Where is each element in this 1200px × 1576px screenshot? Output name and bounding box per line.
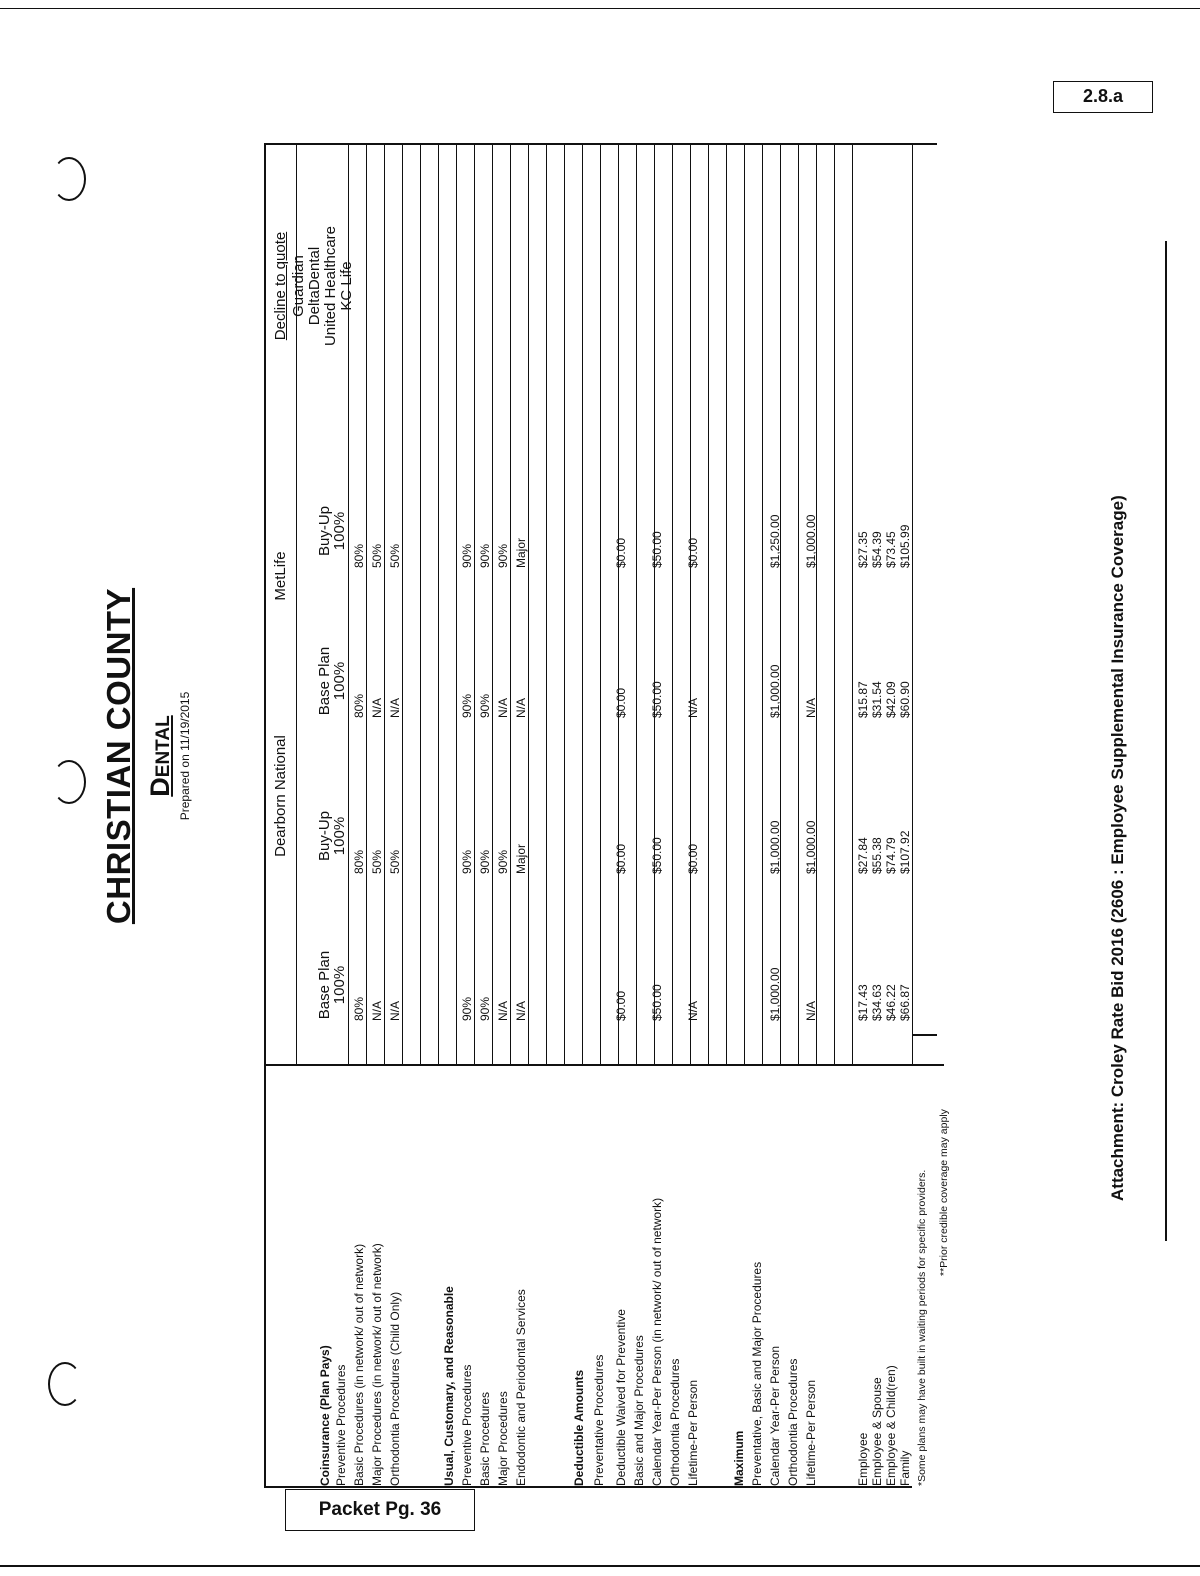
rate-cell: $34.63 — [870, 984, 884, 1021]
rate-cell: $17.43 — [856, 984, 870, 1021]
table-cell: N/A — [514, 697, 528, 718]
plan-value-3: 100% — [331, 661, 348, 701]
plan-header-1: Base Plan — [316, 950, 333, 1020]
section-maximum: Maximum — [732, 1430, 746, 1486]
decline-carrier: DeltaDental — [306, 246, 323, 326]
table-cell: 90% — [460, 693, 474, 718]
table-cell: 90% — [460, 996, 474, 1021]
rate-label: Employee — [856, 1432, 870, 1486]
table-cell: N/A — [804, 1000, 818, 1021]
table-cell: $1,250.00 — [768, 514, 782, 568]
row-label: Calendar Year-Per Person — [768, 1345, 782, 1486]
row-line — [474, 145, 475, 1066]
table-cell: $0.00 — [614, 537, 628, 568]
row-line — [510, 145, 511, 1066]
table-cell: $0.00 — [614, 687, 628, 718]
table-cell: 80% — [352, 543, 366, 568]
row-line — [708, 145, 709, 1066]
table-cell: 80% — [352, 996, 366, 1021]
row-label: Preventive Procedures — [334, 1364, 348, 1486]
rate-cell: $66.87 — [898, 984, 912, 1021]
table-cell: Major — [514, 537, 528, 568]
table-cell: N/A — [686, 1000, 700, 1021]
row-line — [852, 145, 853, 1066]
row-line — [384, 145, 385, 1066]
table-cell: 50% — [370, 543, 384, 568]
table-cell: N/A — [496, 1000, 510, 1021]
page-tag: 2.8.a — [1053, 81, 1153, 113]
table-cell: $0.00 — [614, 843, 628, 874]
rate-cell: $55.38 — [870, 837, 884, 874]
table-cell: $1,000.00 — [768, 820, 782, 874]
rate-cell: $74.79 — [884, 837, 898, 874]
row-label: Lifetime-Per Person — [686, 1379, 700, 1486]
table-cell: $50.00 — [650, 837, 664, 874]
row-line — [798, 145, 799, 1066]
row-line — [366, 145, 367, 1066]
row-line — [564, 145, 565, 1066]
carrier-decline: Decline to quote — [272, 231, 289, 341]
table-cell: $50.00 — [650, 681, 664, 718]
decline-carrier: United Healthcare — [322, 225, 339, 347]
table-cell: $50.00 — [650, 984, 664, 1021]
section-coinsurance: Coinsurance (Plan Pays) — [318, 1345, 332, 1486]
row-line — [834, 145, 835, 1066]
row-label: Preventative Procedures — [592, 1354, 606, 1486]
row-label: Endodontic and Periodontal Services — [514, 1289, 528, 1486]
row-label: Basic Procedures — [478, 1391, 492, 1486]
plan-value-2: 100% — [331, 816, 348, 856]
rate-cell: $54.39 — [870, 531, 884, 568]
table-cell: N/A — [388, 697, 402, 718]
table-cell: N/A — [388, 1000, 402, 1021]
attachment-caption: Attachment: Croley Rate Bid 2016 (2606 : Employee Supplemental Insurance Coverage) — [1108, 495, 1127, 1201]
rate-cell: $107.92 — [898, 830, 912, 874]
row-label: Basic and Major Procedures — [632, 1335, 646, 1486]
row-label: Orthodontia Procedures — [786, 1358, 800, 1486]
table-cell: N/A — [370, 697, 384, 718]
table-cell: $0.00 — [686, 843, 700, 874]
rate-cell: $105.99 — [898, 524, 912, 568]
row-line — [546, 145, 547, 1066]
table-cell: Major — [514, 843, 528, 874]
table-cell: 90% — [478, 543, 492, 568]
rate-label: Employee & Spouse — [870, 1377, 884, 1486]
packet-page-label: Packet Pg. 36 — [285, 1489, 475, 1531]
row-line — [420, 145, 421, 1066]
plan-header-2: Buy-Up — [316, 810, 333, 862]
row-label: Calendar Year-Per Person (in network/ out of network) — [650, 1197, 664, 1486]
table-cell: 90% — [496, 543, 510, 568]
decline-carrier: Guardian — [290, 255, 307, 317]
table-cell: 90% — [478, 693, 492, 718]
table-cell: $50.00 — [650, 531, 664, 568]
row-line — [636, 145, 637, 1066]
row-line — [600, 145, 601, 1066]
rate-cell: $73.45 — [884, 531, 898, 568]
row-line — [744, 145, 745, 1066]
row-line — [456, 145, 457, 1066]
table-cell: 50% — [370, 849, 384, 874]
table-cell: N/A — [804, 697, 818, 718]
rate-cell: $60.90 — [898, 681, 912, 718]
rate-cell: $42.09 — [884, 681, 898, 718]
row-label: Major Procedures (in network/ out of network) — [370, 1243, 384, 1486]
table-cell: $0.00 — [614, 990, 628, 1021]
prepared-date: Prepared on 11/19/2015 — [178, 691, 192, 821]
row-line — [492, 145, 493, 1066]
row-line — [762, 145, 763, 1066]
table-cell: N/A — [370, 1000, 384, 1021]
plan-value-1: 100% — [331, 965, 348, 1005]
row-line — [438, 145, 439, 1066]
row-label: Orthodontia Procedures — [668, 1358, 682, 1486]
table-cell: $1,000.00 — [768, 967, 782, 1021]
rate-cell: $15.87 — [856, 681, 870, 718]
row-label: Deductible Waived for Preventive — [614, 1309, 628, 1486]
table-cell: N/A — [514, 1000, 528, 1021]
footnote: **Prior credible coverage may apply — [938, 1109, 950, 1276]
table-cell: $1,000.00 — [804, 820, 818, 874]
table-left-border — [264, 1487, 912, 1489]
table-bottom-stub — [912, 1035, 937, 1037]
table-cell: 90% — [460, 543, 474, 568]
row-label: Preventative, Basic and Major Procedures — [750, 1261, 764, 1486]
rate-label: Employee & Child(ren) — [884, 1365, 898, 1486]
table-cell: N/A — [686, 697, 700, 718]
table-cell: 90% — [478, 996, 492, 1021]
row-line — [528, 145, 529, 1066]
rate-cell: $27.84 — [856, 837, 870, 874]
row-line — [912, 145, 913, 1066]
attachment-rule — [1165, 241, 1167, 1241]
plan-header-4: Buy-Up — [316, 505, 333, 557]
document-title: CHRISTIAN COUNTY — [100, 587, 137, 925]
row-label: Preventive Procedures — [460, 1364, 474, 1486]
row-line — [402, 145, 403, 1066]
carrier-metlife: MetLife — [272, 551, 289, 601]
row-line — [582, 145, 583, 1066]
table-cell: 50% — [388, 543, 402, 568]
table-cell: 80% — [352, 849, 366, 874]
table-cell: 90% — [496, 849, 510, 874]
decline-carrier: KC Life — [338, 261, 355, 311]
rate-label: Family — [898, 1450, 912, 1486]
table-cell: 50% — [388, 849, 402, 874]
table-cell: N/A — [496, 697, 510, 718]
table-cell: $1,000.00 — [768, 664, 782, 718]
rate-cell: $27.35 — [856, 531, 870, 568]
plan-value-4: 100% — [331, 511, 348, 551]
table-cell: 80% — [352, 693, 366, 718]
row-label: Basic Procedures (in network/ out of network) — [352, 1243, 366, 1486]
rate-cell: $46.22 — [884, 984, 898, 1021]
table-cell: $0.00 — [686, 537, 700, 568]
section-deductible: Deductible Amounts — [572, 1369, 586, 1486]
row-label: Major Procedures — [496, 1391, 510, 1486]
carrier-dearborn: Dearborn National — [272, 735, 289, 857]
row-line — [672, 145, 673, 1066]
section-ucr: Usual, Customary, and Reasonable — [442, 1286, 456, 1486]
rate-cell: $31.54 — [870, 681, 884, 718]
row-label: Orthodontia Procedures (Child Only) — [388, 1291, 402, 1486]
row-line — [726, 145, 727, 1066]
document-subtitle: Dental — [145, 715, 175, 797]
table-cell: 90% — [460, 849, 474, 874]
table-cell: 90% — [478, 849, 492, 874]
row-label: Lifetime-Per Person — [804, 1379, 818, 1486]
table-top-border — [264, 145, 266, 1488]
table-cell: $1,000.00 — [804, 514, 818, 568]
footnote: *Some plans may have built in waiting periods for specific providers. — [916, 1169, 928, 1486]
plan-header-3: Base Plan — [316, 646, 333, 716]
